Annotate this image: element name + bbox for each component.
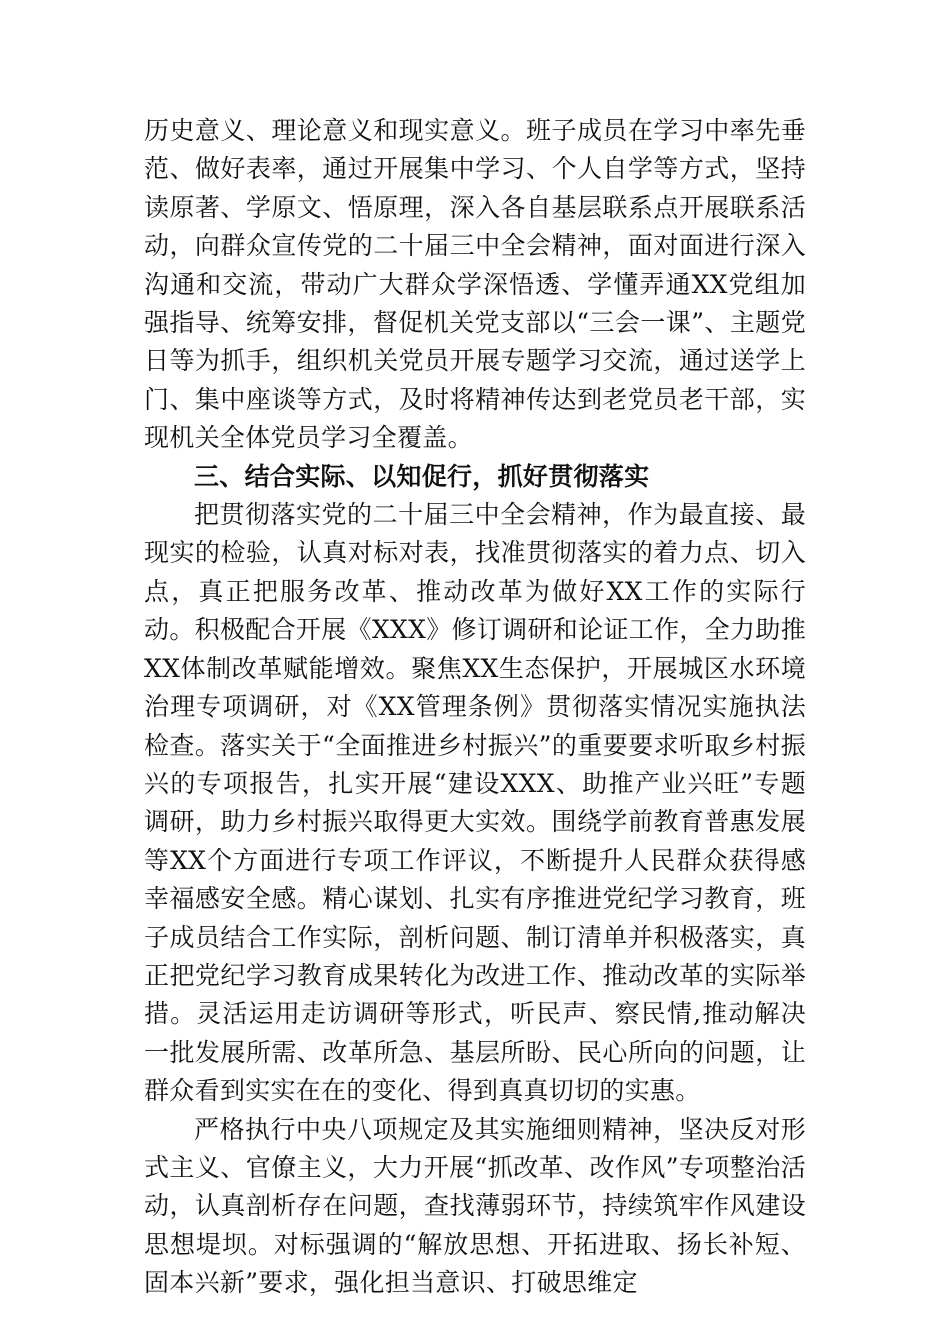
document-body xyxy=(144,112,806,1303)
section-heading: 三、结合实际、以知促行，抓好贯彻落实 xyxy=(194,461,650,491)
paragraph-1: 把贯彻落实党的二十届三中全会精神，作为最直接、最现实的检验，认真对标对表，找准贯彻落实的着力点、切入点，真正把服务改革、推动改革为做好XX工作的实际行动。积极配合开展《XXX》修订调研和论证工作，全力助推XX体制改革赋能增效。聚焦XX生态保护，开展城区水环境治理专项调研，对《XX管理条例》贯彻落实情况实施执法检查。落实关于“全面推进乡村振兴”的重要要求听取乡村振兴的专项报告，扎实开展“建设XXX、助推产业兴旺”专题调研，助力乡村振兴取得更大实效。围绕学前教育普惠发展等XX个方面进行专项工作评议，不断提升人民群众获得感幸福感安全感。精心谋划、扎实有序推进党纪学习教育，班子成员结合工作实际，剖析问题、制订清单并积极落实，真正把党纪学习教育成果转化为改进工作、推动改革的实际举措。灵活运用走访调研等形式，听民声、察民情,推动解决一批发展所需、改革所急、基层所盼、民心所向的问题，让群众看到实实在在的变化、得到真真切切的实惠。 xyxy=(144,500,806,1106)
paragraph-2: 严格执行中央八项规定及其实施细则精神，坚决反对形式主义、官僚主义，大力开展“抓改革、改作风”专项整治活动，认真剖析存在问题，查找薄弱环节，持续筑牢作风建设思想堤坝。对标强调的“解放思想、开拓进取、扬长补短、固本兴新”要求，强化担当意识、打破思维定 xyxy=(144,1114,806,1298)
paragraph-continued: 历史意义、理论意义和现实意义。班子成员在学习中率先垂范、做好表率，通过开展集中学习、个人自学等方式，坚持读原著、学原文、悟原理，深入各自基层联系点开展联系活动，向群众宣传党的二十届三中全会精神，面对面进行深入沟通和交流，带动广大群众学深悟透、学懂弄通XX党组加强指导、统筹安排，督促机关党支部以“三会一课”、主题党日等为抓手，组织机关党员开展专题学习交流，通过送学上门、集中座谈等方式，及时将精神传达到老党员老干部，实现机关全体党员学习全覆盖。 xyxy=(144,116,806,453)
